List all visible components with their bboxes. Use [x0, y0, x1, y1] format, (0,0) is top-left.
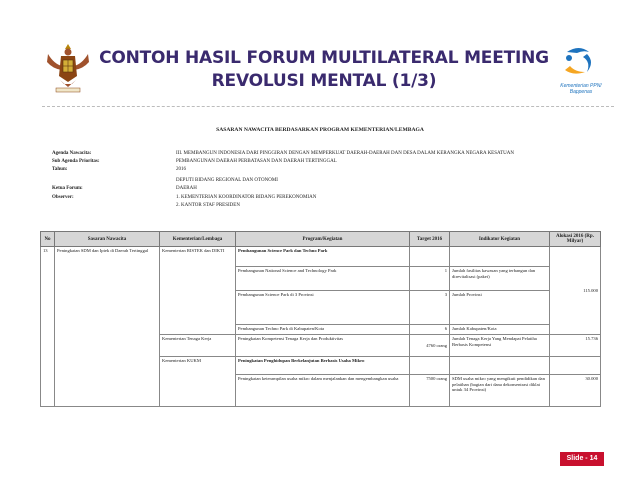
- col-header-target: Target 2016: [410, 232, 450, 247]
- cell-kl-kukm: Kementerian KUKM: [160, 357, 236, 407]
- col-header-sasaran: Sasaran Nawacita: [55, 232, 160, 247]
- col-header-no: No: [41, 232, 55, 247]
- document-heading: SASARAN NAWACITA BERDASARKAN PROGRAM KEMENTERIAN/LEMBAGA: [216, 127, 424, 133]
- cell-program: Peningkatan keterampilan usaha mikro dalam menjalankan dan mengembangkan usaha: [236, 375, 410, 407]
- slide-title-line-1: CONTOH HASIL FORUM MULTILATERAL MEETING: [99, 48, 549, 68]
- cell-program: Pembangunan Science Park di 3 Provinsi: [236, 291, 410, 325]
- meta-value-deputi: DEPUTI BIDANG REGIONAL DAN OTONOMI: [176, 178, 278, 183]
- meta-value-subagenda: PEMBANGUNAN DAERAH PERBATASAN DAN DAERAH TERTINGGAL: [176, 159, 337, 164]
- cell-target: [410, 357, 450, 375]
- cell-target: 3: [410, 291, 450, 325]
- cell-alokasi: 115.000: [550, 247, 601, 335]
- meta-label-observer: Observer:: [52, 195, 74, 200]
- meta-label-subagenda: Sub Agenda Prioritas:: [52, 159, 100, 164]
- meta-value-tahun: 2016: [176, 167, 186, 172]
- meta-label-ketua: Ketua Forum:: [52, 186, 83, 191]
- cell-target: 4760 orang: [410, 335, 450, 357]
- bappenas-logo-icon: [553, 44, 609, 78]
- meta-value-agenda: III. MEMBANGUN INDONESIA DARI PINGGIRAN DENGAN MEMPERKUAT DAERAH-DAERAH DAN DESA DALAM KERANGKA NEGARA KESATUAN: [176, 151, 514, 156]
- meta-label-agenda: Agenda Nawacita:: [52, 151, 92, 156]
- cell-indikator: [450, 357, 550, 375]
- cell-indikator: Jumlah Kabupaten/Kota: [450, 325, 550, 335]
- cell-indikator: Jumlah Provinsi: [450, 291, 550, 325]
- cell-target: [410, 247, 450, 267]
- cell-alokasi: 15.736: [550, 335, 601, 357]
- cell-indikator: Jumlah fasilitas kawasan yang terbangun dan direvitalisasi (paket): [450, 267, 550, 291]
- cell-program: Pembangunan Science Park dan Techno Park: [236, 247, 410, 267]
- cell-no: 13: [41, 247, 55, 407]
- cell-program: Pembangunan National Science and Technology Park: [236, 267, 410, 291]
- logo-text-line-2: Bappenas: [569, 89, 593, 95]
- table-header-row: [41, 232, 601, 247]
- cell-indikator: [450, 247, 550, 267]
- bappenas-logo: [553, 44, 609, 98]
- slide-title-line-2: REVOLUSI MENTAL (1/3): [211, 71, 437, 91]
- cell-kl-tenaga-kerja: Kementerian Tenaga Kerja: [160, 335, 236, 357]
- cell-program: Pembangunan Techno Park di Kabupaten/Kota: [236, 325, 410, 335]
- logo-text-line-1: Kementerian PPN/: [560, 83, 602, 89]
- table-row: [41, 247, 601, 267]
- cell-kl-ristek: Kementerian RISTEK dan DIKTI: [160, 247, 236, 335]
- slide-number-badge: Slide - 14: [560, 452, 604, 466]
- meta-value-observer-1: 1. KEMENTERIAN KOORDINATOR BIDANG PEREKONOMIAN: [176, 195, 317, 200]
- cell-program: Peningkatan Kompetensi Tenaga Kerja dan Produktivitas: [236, 335, 410, 357]
- cell-sasaran: Peningkatan SDM dan Iptek di Daerah Tertinggal: [55, 247, 160, 407]
- meta-value-observer-2: 2. KANTOR STAF PRESIDEN: [176, 203, 240, 208]
- program-table: [40, 231, 601, 407]
- cell-target: 6: [410, 325, 450, 335]
- cell-indikator: SDM usaha mikro yang mengikuti pendidikan dan pelatihan (bagian dari dana dekonsentrasi diklat untuk 34 Provinsi): [450, 375, 550, 407]
- col-header-kl: Kementerian/Lembaga: [160, 232, 236, 247]
- col-header-alokasi: Alokasi 2016 (Rp. Milyar): [550, 232, 601, 247]
- garuda-emblem-icon: [44, 40, 92, 96]
- cell-alokasi: [550, 357, 601, 375]
- col-header-indikator: Indikator Kegiatan: [450, 232, 550, 247]
- meta-value-ketua: DAERAH: [176, 186, 197, 191]
- cell-target: 1: [410, 267, 450, 291]
- col-header-program: Program/Kegiatan: [236, 232, 410, 247]
- cell-alokasi: 30.000: [550, 375, 601, 407]
- cell-target: 7500 orang: [410, 375, 450, 407]
- header-divider: [42, 106, 614, 107]
- cell-program: Peningkatan Penghidupan Berkelanjutan Berbasis Usaha Mikro: [236, 357, 410, 375]
- meta-label-tahun: Tahun:: [52, 167, 68, 172]
- cell-indikator: Jumlah Tenaga Kerja Yang Mendapat Pelatiha Berbasis Kompetensi: [450, 335, 550, 357]
